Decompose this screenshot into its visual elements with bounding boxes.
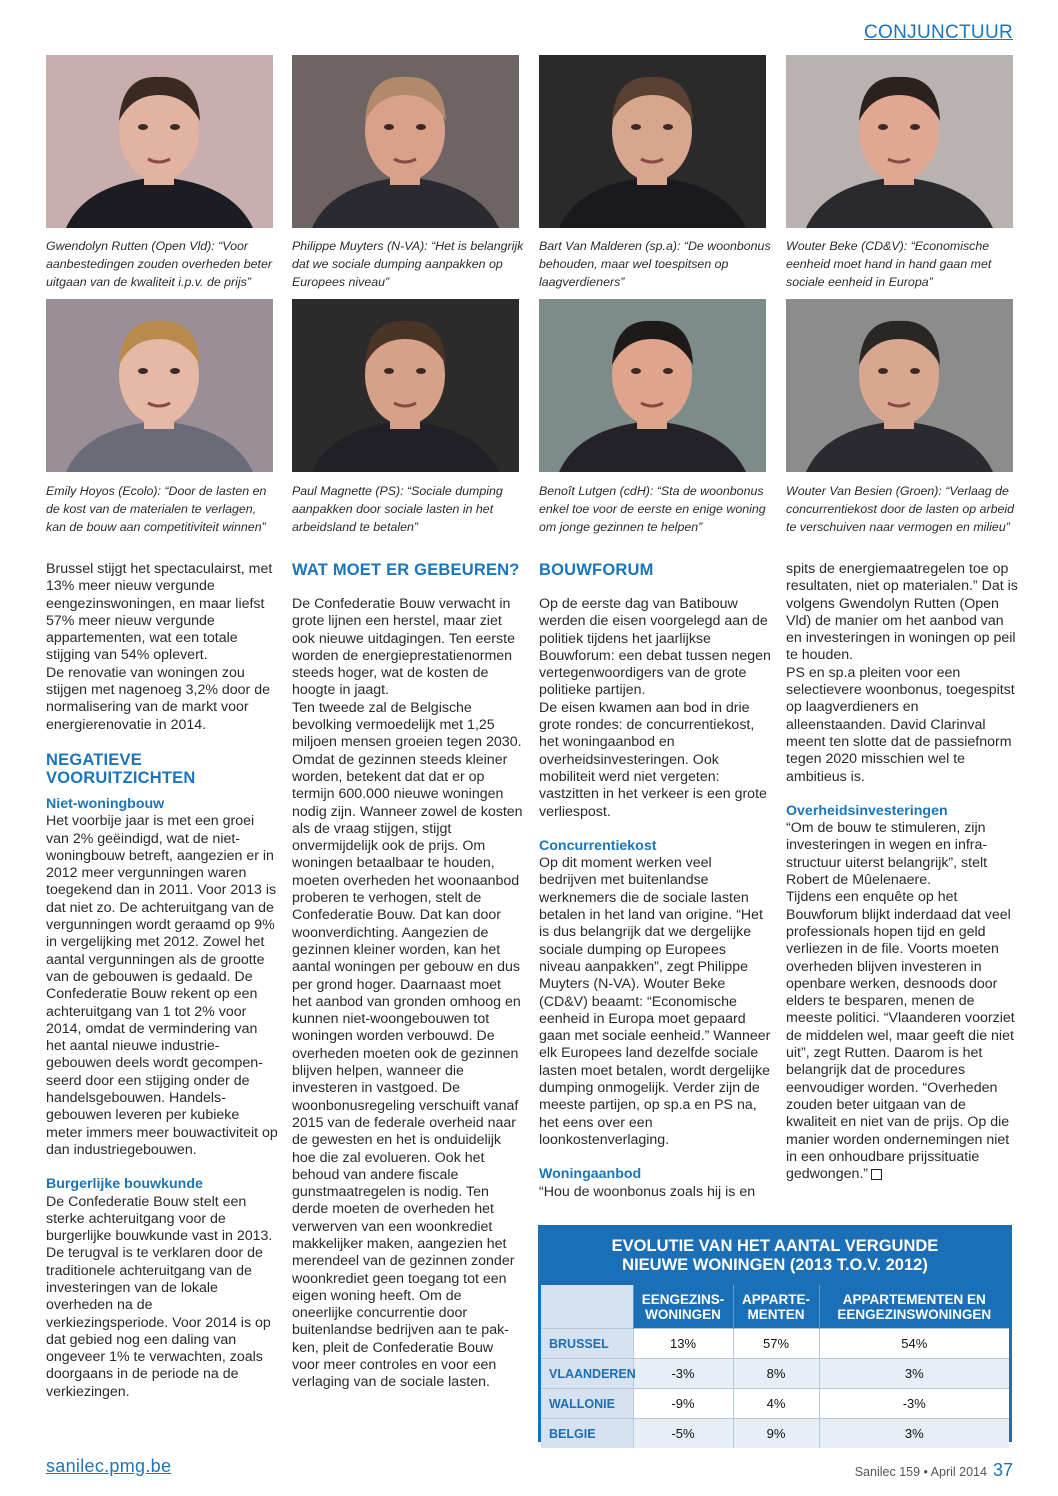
subheading: Woningaanbod	[539, 1166, 642, 1183]
photo-caption: Bart Van Malderen (sp.a): “De woonbonus behouden, maar wel toespitsen op laagverdieners”	[539, 239, 771, 289]
table-title-line: NIEUWE WONINGEN (2013 T.O.V. 2012)	[622, 1256, 928, 1274]
table-corner-cell	[541, 1285, 633, 1329]
table-header-row	[541, 1285, 1009, 1329]
paragraph: Ten tweede zal de Belgische bevolking vermoedelijk met 1,25 miljoen mensen groeien tegen 2030. Omdat de gezinnen steeds kleiner worden, betekent dat dat er op termijn 600.000 nieuwe woningen nodig zijn. Wanneer zowel de kosten als de vraag stijgen, stijgt onvermijdelijk ook de prijs. Om woningen betaalbaar te houden, moeten overheden het woonaanbod proberen te verhogen, stelt de Confederatie Bouw. Dat kan door woonverdichting. Aangezien de gezinnen kleiner worden, kan het aantal woningen per gebouw en dus per grond hoger. Daarnaast moet het aanbod van gronden omhoog en kunnen niet-woongebouwen tot woningen worden verbouwd. De overheden moeten ook de gezinnen blijven helpen, wanneer die investeren in vastgoed. De woonbonusregeling verschuift vanaf 2015 van de federale overheid naar de gewesten en het is onduidelijk hoe die zal evolueren. Ook het behoud van andere fiscale gunstmaatregelen is nodig. Ten derde moeten de overheden het verwerven van een woonkrediet makkelijker maken, aangezien het merendeel van de gezinnen zonder woonkrediet geen toegang tot een eigen woning heeft. Om de oneerlijke concurrentie door buitenlandse bedrijven aan te pak-ken, pleit de Confederatie Bouw voor meer controles en voor een verlaging van de sociale lasten.	[292, 699, 523, 1391]
row-label: WALLONIE	[541, 1389, 633, 1419]
paragraph: spits de energiemaatregelen toe op resultaten, niet op materialen.” Dat is volgens Gwendolyn Rutten (Open Vld) de manier om het aanbod van en investeringen in woningen op peil te houden.	[786, 561, 1018, 664]
paragraph: “Om de bouw te stimuleren, zijn investeringen in wegen en infra-structuur uiterst belangrijk”, stelt Robert de Mûelenaere.	[786, 820, 988, 889]
photo-caption: Benoît Lutgen (cdH): “Sta de woonbonus enkel toe voor de eerste en enige woning om jonge gezinnen te helpen”	[539, 484, 766, 534]
subheading: Overheidsinvesteringen	[786, 802, 948, 819]
table-title	[539, 1226, 1011, 1275]
table-cell: 3%	[819, 1419, 1009, 1449]
article-column-2	[292, 561, 524, 1392]
page-footer	[855, 1460, 1013, 1481]
table-title-line: EVOLUTIE VAN HET AANTAL VERGUNDE	[611, 1237, 939, 1255]
table-cell: 54%	[819, 1329, 1009, 1359]
paragraph-text: Tijdens een enquête op het Bouwforum blijkt inderdaad dat veel professionals hopen tijd en geld verliezen in de file. Voorts moeten overheden blijven investeren in openbare werken, desnoods door elders te besparen, menen de meeste politici. “Vlaanderen voorziet de middelen wel, maar geeft die niet uit”, zegt Rutten. Daarom is het belangrijk dat de procedures eenvoudiger worden. “Overheden zouden beter uitgaan van de kwaliteit en niet van de prijs. Op die manier worden ondernemingen niet in een onhoudbare prijssituatie gedwongen.”	[786, 889, 1015, 1183]
paragraph: De Confederatie Bouw verwacht in grote lijnen een herstel, maar ziet ook nieuwe uitdagingen. Ten eerste worden de energieprestatienormen steeds hoger, wat de kosten de hoogte in jaagt.	[292, 596, 515, 699]
section-label[interactable]: CONJUNCTUUR	[864, 22, 1013, 43]
paragraph: “Hou de woonbonus zoals hij is en	[539, 1183, 756, 1200]
paragraph: Op dit moment werken veel bedrijven met buitenlandse werknemers die de sociale lasten betalen in het land van origine. “Het is dus belangrijk dat we dergelijke sociale dumping op Europees niveau aanpakken”, zegt Philippe Muyters (N-VA). Wouter Beke (CD&V) beaamt: “Economische eenheid in Europa moet gepaard gaan met sociale eenheid.” Wanneer elk Europees land dezelfde sociale lasten moet betalen, wordt dergelijke dumping onmogelijk. Verder zijn de meeste partijen, op sp.a en PS na, het eens over een loonkostenverlaging.	[539, 855, 771, 1148]
table-row	[541, 1329, 1009, 1359]
paragraph: De Confederatie Bouw stelt een sterke achteruitgang voor de burgerlijke bouwkunde vast in 2013. De terugval is te verklaren door de traditionele achteruitgang van de investeringen van de lokale overheden na de verkiezingsperiode. Voor 2014 is op dat gebied nog een daling van ongeveer 1% te verwachten, zoals doorgaans in de periode na de verkiezingen.	[46, 1193, 273, 1400]
speaker-photo	[46, 299, 273, 472]
table-row	[541, 1419, 1009, 1449]
speaker-photo	[539, 55, 766, 228]
paragraph	[786, 889, 1018, 1183]
photo-caption: Philippe Muyters (N-VA): “Het is belangrijk dat we sociale dumping aanpakken op Europees niveau”	[292, 239, 524, 289]
statistics-table-box	[538, 1225, 1012, 1442]
paragraph: Brussel stijgt het spectaculairst, met 13% meer nieuw vergunde eengezinswoningen, en maar liefst 57% meer nieuw vergunde appartementen, wat een totale stijging van 54% oplevert.	[46, 561, 273, 664]
photo-caption: Gwendolyn Rutten (Open Vld): “Voor aanbestedingen zouden overheden beter uitgaan van de kwaliteit i.p.v. de prijs”	[46, 239, 272, 289]
column-header: EENGEZINS-WONINGEN	[633, 1285, 733, 1329]
table-cell: 3%	[819, 1359, 1009, 1389]
site-link[interactable]: sanilec.pmg.be	[46, 1456, 172, 1476]
table-row	[541, 1389, 1009, 1419]
table-cell: -9%	[633, 1389, 733, 1419]
table-cell: 57%	[733, 1329, 819, 1359]
paragraph: De renovatie van woningen zou stijgen met nagenoeg 3,2% door de normalisering van de markt voor energierenovatie in 2014.	[46, 664, 271, 733]
article-column-3	[539, 561, 771, 1201]
table-cell: 8%	[733, 1359, 819, 1389]
row-label: BELGIE	[541, 1419, 633, 1449]
paragraph: PS en sp.a pleiten voor een selectievere woonbonus, toegespitst op laagverdieners en alleenstaanden. David Clarinval meent ten slotte dat de passiefnorm tegen 2020 misschien wel te ambitieus is.	[786, 664, 1015, 785]
section-heading: WAT MOET ER GEBEUREN?	[292, 561, 520, 579]
photo-caption: Wouter Van Besien (Groen): “Verlaag de concurrentiekost door de lasten op arbeid te verschuiven naar vermogen en milieu”	[786, 484, 1014, 534]
page-number: 37	[992, 1460, 1013, 1480]
photo-caption: Wouter Beke (CD&V): “Economische eenheid moet hand in hand gaan met sociale eenheid in Europa”	[786, 239, 992, 289]
permits-table	[541, 1285, 1009, 1448]
speaker-photo	[292, 55, 519, 228]
table-cell: -3%	[633, 1359, 733, 1389]
table-cell: -3%	[819, 1389, 1009, 1419]
subheading: Burgerlijke bouwkunde	[46, 1176, 203, 1193]
column-header: APPARTE-MENTEN	[733, 1285, 819, 1329]
paragraph: Op de eerste dag van Batibouw werden die eisen voorgelegd aan de politiek tijdens het jaarlijkse Bouwforum: een debat tussen negen vertegenwoordigers van de grote politieke partijen.	[539, 596, 771, 699]
subheading: Concurrentiekost	[539, 837, 657, 854]
table-cell: 4%	[733, 1389, 819, 1419]
end-mark-icon	[871, 1169, 882, 1180]
article-column-1	[46, 561, 278, 1401]
article-column-4	[786, 561, 1018, 1183]
column-header: APPARTEMENTEN EN EENGEZINSWONINGEN	[819, 1285, 1009, 1329]
speaker-photo	[539, 299, 766, 472]
speaker-photo	[786, 55, 1013, 228]
section-heading: BOUWFORUM	[539, 561, 654, 579]
photo-caption: Paul Magnette (PS): “Sociale dumping aanpakken door sociale lasten in het arbeidsland te betalen”	[292, 484, 503, 534]
table-cell: 13%	[633, 1329, 733, 1359]
table-row	[541, 1359, 1009, 1389]
row-label: VLAANDEREN	[541, 1359, 633, 1389]
table-cell: 9%	[733, 1419, 819, 1449]
speaker-photo	[786, 299, 1013, 472]
table-cell: -5%	[633, 1419, 733, 1449]
issue-info: Sanilec 159 • April 2014	[854, 1465, 987, 1479]
photo-caption: Emily Hoyos (Ecolo): “Door de lasten en de kost van de materialen te verlagen, kan de bouw aan competitiviteit winnen”	[46, 484, 267, 534]
section-heading: NEGATIEVE VOORUITZICHTEN	[46, 750, 196, 787]
paragraph: De eisen kwamen aan bod in drie grote rondes: de concurrentiekost, het woningaanbod en overheidsinvesteringen. Ook mobiliteit werd niet vergeten: vastzitten in het verkeer is een grote verliespost.	[539, 699, 767, 820]
row-label: BRUSSEL	[541, 1329, 633, 1359]
speaker-photo	[46, 55, 273, 228]
speaker-photo	[292, 299, 519, 472]
subheading: Niet-woningbouw	[46, 795, 165, 812]
paragraph: Het voorbije jaar is met een groei van 2% geëindigd, wat de niet-woningbouw betreft, aangezien er in 2012 meer vergunningen waren toegekend dan in 2011. Voor 2013 is dat niet zo. De achteruitgang van de vergunningen wordt geraamd op 9% in vergelijking met 2012. Zowel het aantal vergunningen als de grootte van de gebouwen is gedaald. De Confederatie Bouw rekent op een achteruitgang van 1 tot 2% voor 2014, omdat de vermindering van het aantal nieuwe industrie-gebouwen deels wordt gecompen-seerd door een stijging onder de handelsgebouwen. Handels-gebouwen leveren per kubieke meter immers meer bouwactiviteit op dan industriegebouwen.	[46, 813, 278, 1158]
